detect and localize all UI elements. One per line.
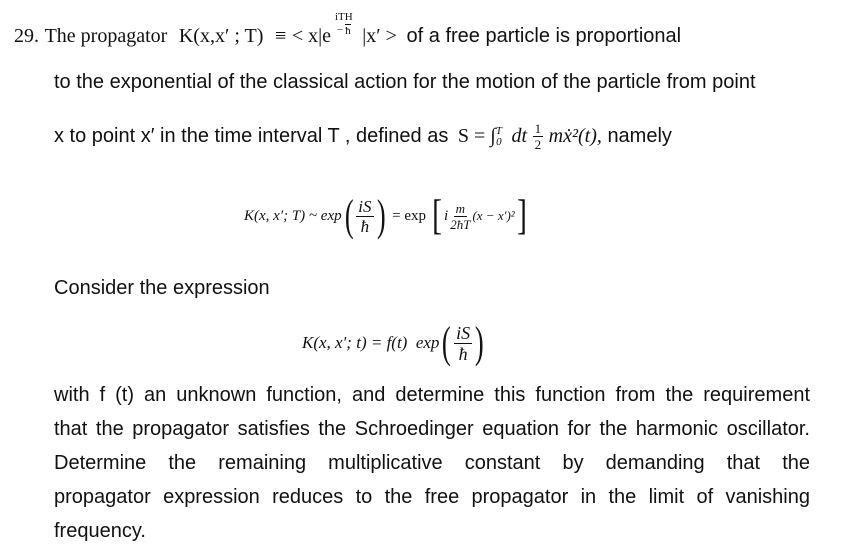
integral-limits bbox=[496, 126, 502, 148]
half-numerator: 1 bbox=[534, 121, 542, 136]
exponent-fraction bbox=[333, 12, 355, 37]
equation1-fraction bbox=[356, 198, 373, 235]
equation2-frac-den: ħ bbox=[458, 343, 468, 364]
paragraph-line: Determine the remaining multiplicative constant by demanding that the bbox=[54, 452, 810, 474]
namely-word: namely bbox=[607, 124, 672, 147]
equation2-frac-num: iS bbox=[456, 322, 471, 343]
action-symbol: S = ∫ bbox=[457, 124, 496, 147]
equation1-rest: (x − x′)² bbox=[472, 208, 515, 223]
paren-left: ( bbox=[344, 191, 354, 240]
problem-number: 29. bbox=[14, 25, 39, 47]
problem-line-2 bbox=[54, 70, 756, 94]
equation1-lhs: K(x, x′; T) ~ exp bbox=[244, 207, 342, 224]
equation1-frac-den: ħ bbox=[360, 216, 370, 236]
equation1-i: i bbox=[444, 207, 449, 224]
equation-2 bbox=[302, 318, 487, 368]
ket-expression: |x′ > bbox=[362, 25, 397, 47]
line1-post: of a free particle is proportional bbox=[406, 25, 682, 47]
half-denominator: 2 bbox=[534, 137, 542, 152]
integral-lower: 0 bbox=[496, 135, 502, 148]
consider-line bbox=[54, 276, 270, 300]
equiv-sign: ≡ bbox=[274, 25, 287, 47]
problem-line-3 bbox=[54, 122, 672, 151]
exponent-top: iTH bbox=[335, 11, 353, 24]
equation1-m-num: m bbox=[455, 200, 466, 216]
dt-symbol: dt bbox=[511, 124, 528, 147]
consider-text: Consider the expression bbox=[54, 277, 270, 299]
equation2-lhs: K(x, x′; t) = f(t) exp bbox=[302, 333, 440, 352]
bracket-right: ] bbox=[516, 193, 527, 239]
equation-1 bbox=[244, 188, 529, 244]
problem-line-1 bbox=[14, 11, 682, 49]
bra-expression: < x|e bbox=[291, 25, 331, 47]
kernel-symbol: K(x,x′ ; T) bbox=[178, 25, 264, 47]
exponent-bottom: ħ bbox=[345, 25, 351, 38]
exponent-minus: − bbox=[337, 24, 344, 37]
paragraph-line: propagator expression reduces to the free propagator in the limit of vanishing bbox=[54, 486, 810, 508]
closing-paragraph bbox=[54, 378, 810, 548]
bracket-left: [ bbox=[432, 193, 442, 239]
line3-text: x to point x′ in the time interval T , defined as bbox=[54, 124, 449, 147]
paragraph-line: that the propagator satisfies the Schroedinger equation for the harmonic oscillator. bbox=[54, 418, 810, 440]
paragraph-line: frequency. bbox=[54, 520, 146, 542]
equation1-m-den: 2ħT bbox=[450, 216, 471, 232]
half-fraction bbox=[533, 122, 544, 151]
line2-text: to the exponential of the classical action for the motion of the particle from point bbox=[54, 71, 756, 93]
paren2-left: ( bbox=[442, 318, 452, 367]
equation2-fraction bbox=[454, 324, 472, 363]
paragraph-line: with f (t) an unknown function, and determine this function from the requirement bbox=[54, 384, 810, 406]
equation1-frac-num: iS bbox=[358, 196, 372, 216]
paren2-right: ) bbox=[475, 318, 484, 367]
equation1-mid: = exp bbox=[392, 207, 427, 224]
integral-upper: T bbox=[495, 124, 502, 137]
kinetic-term: mẋ²(t), bbox=[548, 124, 602, 147]
line1-pre: The propagator bbox=[44, 25, 168, 47]
equation1-m-fraction bbox=[450, 202, 470, 231]
paren-right: ) bbox=[376, 191, 386, 240]
